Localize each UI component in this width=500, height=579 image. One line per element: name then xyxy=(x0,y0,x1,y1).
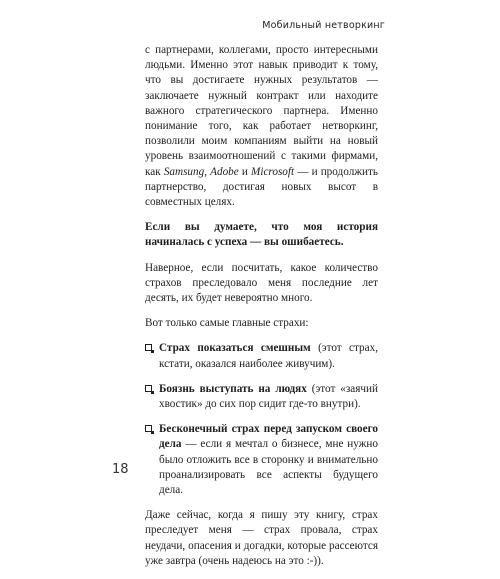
running-header: Мобильный нетворкинг xyxy=(262,20,385,31)
paragraph-text: с партнерами, коллегами, просто интересными людьми. Именно этот навык приводит к тому, что вы достигаете нужных результатов — заключаете нужный контракт или находите важного стратегического партнера. Именно понимание того, как работает нетворкинг, позволили моим компаниям выйти на новый уровень взаимоотношений с такими фирмами, как xyxy=(145,44,378,178)
fear-title: Боязнь выступать на людях xyxy=(159,382,307,395)
paragraph-networking xyxy=(145,43,378,210)
fear-description: (этот страх, кстати, оказался наиболее живучим). xyxy=(159,342,378,370)
fear-title: Бесконечный страх перед запуском своего дела xyxy=(159,423,378,451)
fear-description: (этот «заячий хвостик» до сих пор сидит где-то внутри). xyxy=(159,382,378,411)
brand-samsung: Samsung xyxy=(163,165,205,178)
checkbox-bullet-icon xyxy=(145,425,152,432)
fear-description: — если я мечтал о бизнесе, мне нужно было отложить все в сторонку и внимательно проанализировать все аспекты будущего дела. xyxy=(159,438,378,497)
list-item xyxy=(145,341,378,371)
paragraph-fears-count: Наверное, если посчитать, какое количество страхов преследовало меня последние лет десять, их будет невероятно много. xyxy=(145,261,378,305)
paragraph-current-fears: Даже сейчас, когда я пишу эту книгу, страх преследует меня — страх провала, страх неудачи, опасения и догадки, которые рассеются уже завтра (очень надеюсь на это :-)). xyxy=(145,509,378,567)
body-text xyxy=(145,43,378,579)
fears-list xyxy=(145,341,378,498)
list-item xyxy=(145,382,378,412)
separator: и xyxy=(238,165,252,178)
brand-adobe: Adobe xyxy=(210,165,239,178)
paragraph-text: — и продолжить партнерство, достигая новых высот в совместных целях. xyxy=(145,165,378,209)
fear-title: Страх показаться смешным xyxy=(159,342,311,355)
bold-statement: Если вы думаете, что моя история начиналась с успеха — вы ошибаетесь. xyxy=(145,221,378,249)
checkbox-bullet-icon xyxy=(145,344,152,351)
separator: , xyxy=(204,165,211,178)
checkbox-bullet-icon xyxy=(145,385,152,392)
list-item xyxy=(145,422,378,498)
paragraph-main-fears-intro: Вот только самые главные страхи: xyxy=(145,317,309,330)
brand-microsoft: Microsoft xyxy=(251,165,295,178)
page-number: 18 xyxy=(112,462,129,477)
